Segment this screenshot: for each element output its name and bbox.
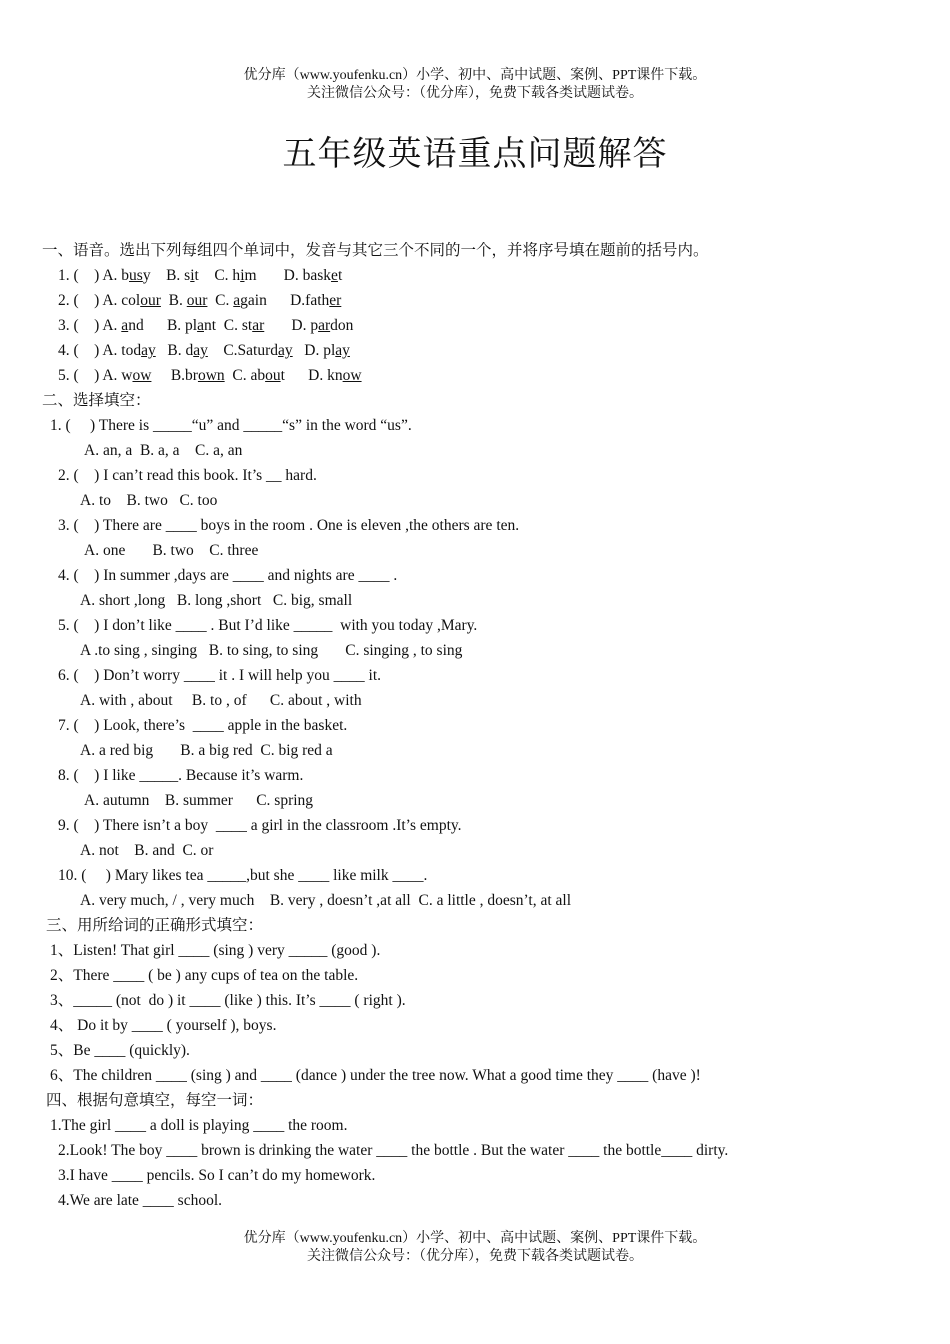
- choice-options: A. a red big B. a big red C. big red a: [80, 742, 333, 759]
- context-question: 3.I have ____ pencils. So I can’t do my homework.: [58, 1167, 376, 1184]
- choice-options: A. an, a B. a, a C. a, an: [84, 442, 243, 459]
- word-text: t C. h: [194, 267, 241, 284]
- fill-question: 4、 Do it by ____ ( yourself ), boys.: [50, 1017, 277, 1034]
- underlined-sound: ar: [252, 317, 265, 334]
- underlined-sound: er: [329, 292, 342, 309]
- underlined-sound: ay: [278, 342, 293, 359]
- choice-options: A. not B. and C. or: [80, 842, 214, 859]
- word-text: 4. ( ) A. tod: [58, 342, 142, 359]
- word-text: 1. ( ) A. b: [58, 267, 130, 284]
- context-question: 4.We are late ____ school.: [58, 1192, 223, 1209]
- choice-question: 5. ( ) I don’t like ____ . But I’d like _____ with you today ,Mary.: [58, 617, 478, 634]
- fill-question: 1、Listen! That girl ____ (sing ) very _____ (good ).: [50, 942, 381, 959]
- choice-question: 9. ( ) There isn’t a boy ____ a girl in the classroom .It’s empty.: [58, 817, 462, 834]
- word-text: 5. ( ) A. w: [58, 367, 133, 384]
- fill-question: 5、Be ____ (quickly).: [50, 1042, 190, 1059]
- word-text: C.: [207, 292, 234, 309]
- underlined-sound: own: [197, 367, 225, 384]
- word-text: 2. ( ) A. col: [58, 292, 141, 309]
- choice-options: A. with , about B. to , of C. about , with: [80, 692, 362, 709]
- choice-options: A. autumn B. summer C. spring: [84, 792, 314, 809]
- section-1-heading: 一、语音。选出下列每组四个单词中，发音与其它三个不同的一个，并将序号填在题前的括号内。: [42, 242, 709, 259]
- word-text: B.: [160, 292, 187, 309]
- choice-options: A. short ,long B. long ,short C. big, small: [80, 592, 353, 609]
- underlined-sound: i: [240, 267, 245, 284]
- word-text: nd B. pl: [128, 317, 198, 334]
- header-line-1: 优分库（www.youfenku.cn）小学、初中、高中试题、案例、PPT课件下载。: [243, 68, 707, 83]
- header-line-2: 关注微信公众号：（优分库），免费下载各类试题试卷。: [307, 86, 643, 101]
- context-question: 2.Look! The boy ____ brown is drinking the water ____ the bottle . But the water ____ the bottle____ dirty.: [58, 1142, 729, 1159]
- phonics-question: [58, 266, 342, 286]
- word-text: B.br: [151, 367, 198, 384]
- underlined-sound: a: [197, 317, 204, 334]
- underlined-sound: e: [331, 267, 338, 284]
- choice-options: A. very much, / , very much B. very , doesn’t ,at all C. a little , doesn’t, at all: [80, 892, 572, 909]
- choice-question: 1. ( ) There is _____“u” and _____“s” in the word “us”.: [50, 417, 412, 434]
- word-text: C.Saturd: [207, 342, 279, 359]
- choice-question: 10. ( ) Mary likes tea _____,but she ____ like milk ____.: [58, 867, 428, 884]
- underlined-sound: ay: [335, 342, 350, 359]
- fill-question: 6、The children ____ (sing ) and ____ (dance ) under the tree now. What a good time they ____ (have )!: [50, 1067, 701, 1084]
- word-text: don: [330, 317, 354, 334]
- underlined-sound: ay: [193, 342, 208, 359]
- word-text: D. pl: [292, 342, 336, 359]
- word-text: m D. bask: [244, 267, 332, 284]
- footer-line-2: 关注微信公众号：（优分库），免费下载各类试题试卷。: [307, 1249, 643, 1264]
- context-question: 1.The girl ____ a doll is playing ____ the room.: [50, 1117, 348, 1134]
- word-text: 3. ( ) A.: [58, 317, 122, 334]
- fill-question: 2、There ____ ( be ) any cups of tea on the table.: [50, 967, 359, 984]
- phonics-question: [58, 316, 353, 336]
- choice-options: A. to B. two C. too: [80, 492, 218, 509]
- choice-question: 8. ( ) I like _____. Because it’s warm.: [58, 767, 304, 784]
- underlined-sound: our: [140, 292, 161, 309]
- word-text: nt C. st: [203, 317, 253, 334]
- word-text: y B. s: [142, 267, 191, 284]
- section-4-heading: 四、根据句意填空，每空一词：: [46, 1092, 264, 1109]
- underlined-sound: ar: [318, 317, 331, 334]
- word-text: C. ab: [224, 367, 266, 384]
- page-title: 五年级英语重点问题解答: [282, 134, 668, 174]
- choice-question: 7. ( ) Look, there’s ____ apple in the basket.: [58, 717, 348, 734]
- word-text: B. d: [155, 342, 194, 359]
- section-3-heading: 三、用所给词的正确形式填空：: [46, 917, 264, 934]
- choice-question: 6. ( ) Don’t worry ____ it . I will help you ____ it.: [58, 667, 382, 684]
- underlined-sound: a: [233, 292, 241, 309]
- word-text: t D. kn: [280, 367, 343, 384]
- phonics-question: [58, 341, 350, 361]
- underlined-sound: i: [190, 267, 195, 284]
- phonics-question: [58, 366, 362, 386]
- word-text: D. p: [264, 317, 319, 334]
- word-text: gain D.fath: [240, 292, 330, 309]
- choice-question: 2. ( ) I can’t read this book. It’s __ hard.: [58, 467, 317, 484]
- choice-question: 4. ( ) In summer ,days are ____ and nights are ____ .: [58, 567, 398, 584]
- fill-question: 3、_____ (not do ) it ____ (like ) this. It’s ____ ( right ).: [50, 992, 406, 1009]
- choice-options: A. one B. two C. three: [84, 542, 259, 559]
- underlined-sound: our: [186, 292, 208, 309]
- underlined-sound: ow: [132, 367, 152, 384]
- choice-question: 3. ( ) There are ____ boys in the room . One is eleven ,the others are ten.: [58, 517, 520, 534]
- underlined-sound: ay: [141, 342, 156, 359]
- section-2-heading: 二、选择填空：: [42, 392, 151, 409]
- underlined-sound: us: [129, 267, 143, 284]
- underlined-sound: ou: [265, 367, 281, 384]
- word-text: t: [337, 267, 343, 284]
- footer-line-1: 优分库（www.youfenku.cn）小学、初中、高中试题、案例、PPT课件下载。: [243, 1231, 707, 1246]
- choice-options: A .to sing , singing B. to sing, to sing C. singing , to sing: [80, 642, 463, 659]
- underlined-sound: ow: [342, 367, 362, 384]
- underlined-sound: a: [121, 317, 129, 334]
- phonics-question: [58, 291, 341, 311]
